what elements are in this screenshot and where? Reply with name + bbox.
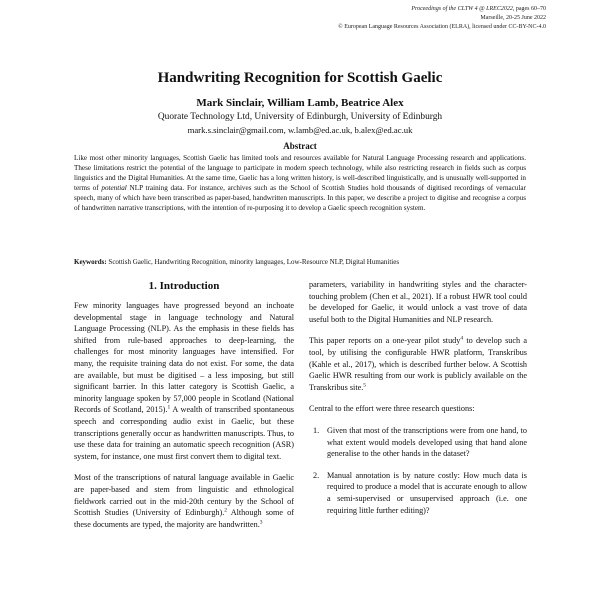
footnote-marker: 4 (460, 335, 464, 342)
paragraph-text: Few minority languages have progressed beyond an inchoate developmental stage in language technology and Natural Language Processing (NLP). As the emphasis in these fields has shifted from rule-based approaches to deep-learning, the challenges for most minority languages have intensified. For many, the requisite training data do not exist. For some, the data are available, but must be digitised – a less imposing, but still significant barrier. In this latter category is Scottish Gaelic, a minority language spoken by 57,000 people in Scotland (National Records of Scotland, 2015). (74, 301, 294, 415)
keywords-list: Scottish Gaelic, Handwriting Recognition, minority languages, Low-Resource NLP, Digital Humanities (106, 258, 400, 266)
paragraph-text: A wealth of transcribed spontaneous speech and corresponding audio exist in Gaelic, but these transcriptions generally occur as handwritten manuscripts. Thus, to use these data for training an automatic speech recognition (ASR) system, for instance, one must first convert them to digital text. (74, 405, 294, 461)
abstract-italic-word: potential (101, 183, 127, 192)
list-item (309, 470, 527, 516)
abstract-heading: Abstract (283, 141, 317, 151)
abstract-text-part: NLP training data. For instance, archives such as the School of Scottish Studies hold thousands of digitised recordings of vernacular speech, many of which have been transcribed as paper-based, handwritten manuscripts. In this paper, we describe a project to digitise and recognise a corpus of handwritten narrative transcriptions, with the intention of re-purposing it to develop a Gaelic speech recognition system. (74, 183, 526, 212)
page-range: , pages 60–70 (512, 6, 546, 12)
footnote-marker: 3 (259, 518, 263, 525)
keywords-label: Keywords: (74, 258, 107, 266)
intro-paragraph-2 (74, 472, 294, 530)
abstract-body (74, 154, 526, 213)
list-item-text: Given that most of the transcriptions were from one hand, to what extent would models developed using that hand alone generalise to the other hands in the dataset? (327, 425, 527, 459)
paper-title: Handwriting Recognition for Scottish Gaelic (157, 70, 443, 86)
right-paragraph-3: Central to the effort were three research questions: (309, 404, 475, 414)
author-list: Mark Sinclair, William Lamb, Beatrice Alex (196, 97, 404, 109)
footnote-marker: 2 (224, 507, 228, 514)
footnote-marker: 1 (167, 404, 171, 411)
footnote-marker: 5 (363, 382, 367, 389)
conference-location: Marseille, 20-25 June 2022 (480, 15, 546, 21)
list-item-text: Manual annotation is by nature costly: How much data is required to produce a model that is accurate enough to allow a semi-supervised or unsupervised approach (i.e. one requiring little further editing)? (327, 470, 527, 515)
list-item (309, 425, 527, 460)
license-notice: © European Language Resources Association (ELRA), licensed under CC-BY-NC-4.0 (338, 24, 546, 30)
research-questions-list (309, 425, 527, 516)
paragraph-text: This paper reports on a one-year pilot study (309, 336, 461, 346)
list-item-number: 1. (313, 425, 320, 435)
list-item-number: 2. (313, 470, 320, 480)
right-column (309, 279, 527, 526)
right-paragraph-2 (309, 335, 527, 393)
proceedings-header (126, 5, 546, 32)
section-heading-introduction: 1. Introduction (148, 280, 220, 292)
paragraph-text: Most of the transcriptions of natural language available in Gaelic are paper-based and stem from linguistic and ethnological fieldwork carried out in the mid-20th century by the School of Scottish Studies (University of Edinburgh). (74, 473, 294, 518)
affiliations: Quorate Technology Ltd, University of Edinburgh, University of Edinburgh (157, 112, 443, 122)
abstract-text-part: Like most other minority languages, Scottish Gaelic has limited tools and resources available for Natural Language Processing research and applications. These limitations restrict the potential of the language to participate in modern speech technology, while also restricting research in fields such as corpus linguistics and the Digital Humanities. At the same time, Gaelic has a long written history, is well-described linguistically, and is unusually well-supported in terms of (74, 154, 526, 192)
paragraph-text: Although some of these documents are typed, the majority are handwritten. (74, 508, 294, 529)
author-emails: mark.s.sinclair@gmail.com, w.lamb@ed.ac.uk, b.alex@ed.ac.uk (187, 125, 413, 135)
right-paragraph-1: parameters, variability in handwriting styles and the character-touching problem (Chen et al., 2021). If a robust HWR tool could be developed for Gaelic, it would unlock a vast trove of data useful both to the Digital Humanities and NLP research. (309, 280, 527, 324)
paragraph-text: to develop such a tool, by utilising the configurable HWR platform, Transkribus (Kahle et al., 2017), which is described further below. A Scottish Gaelic HWR resulting from our work is publicly available on the Transkribus site. (309, 336, 527, 392)
left-column (74, 276, 294, 530)
intro-paragraph-1 (74, 300, 294, 462)
proceedings-name: Proceedings of the CLTW 4 @ LREC2022 (411, 6, 513, 12)
keywords (74, 258, 526, 267)
